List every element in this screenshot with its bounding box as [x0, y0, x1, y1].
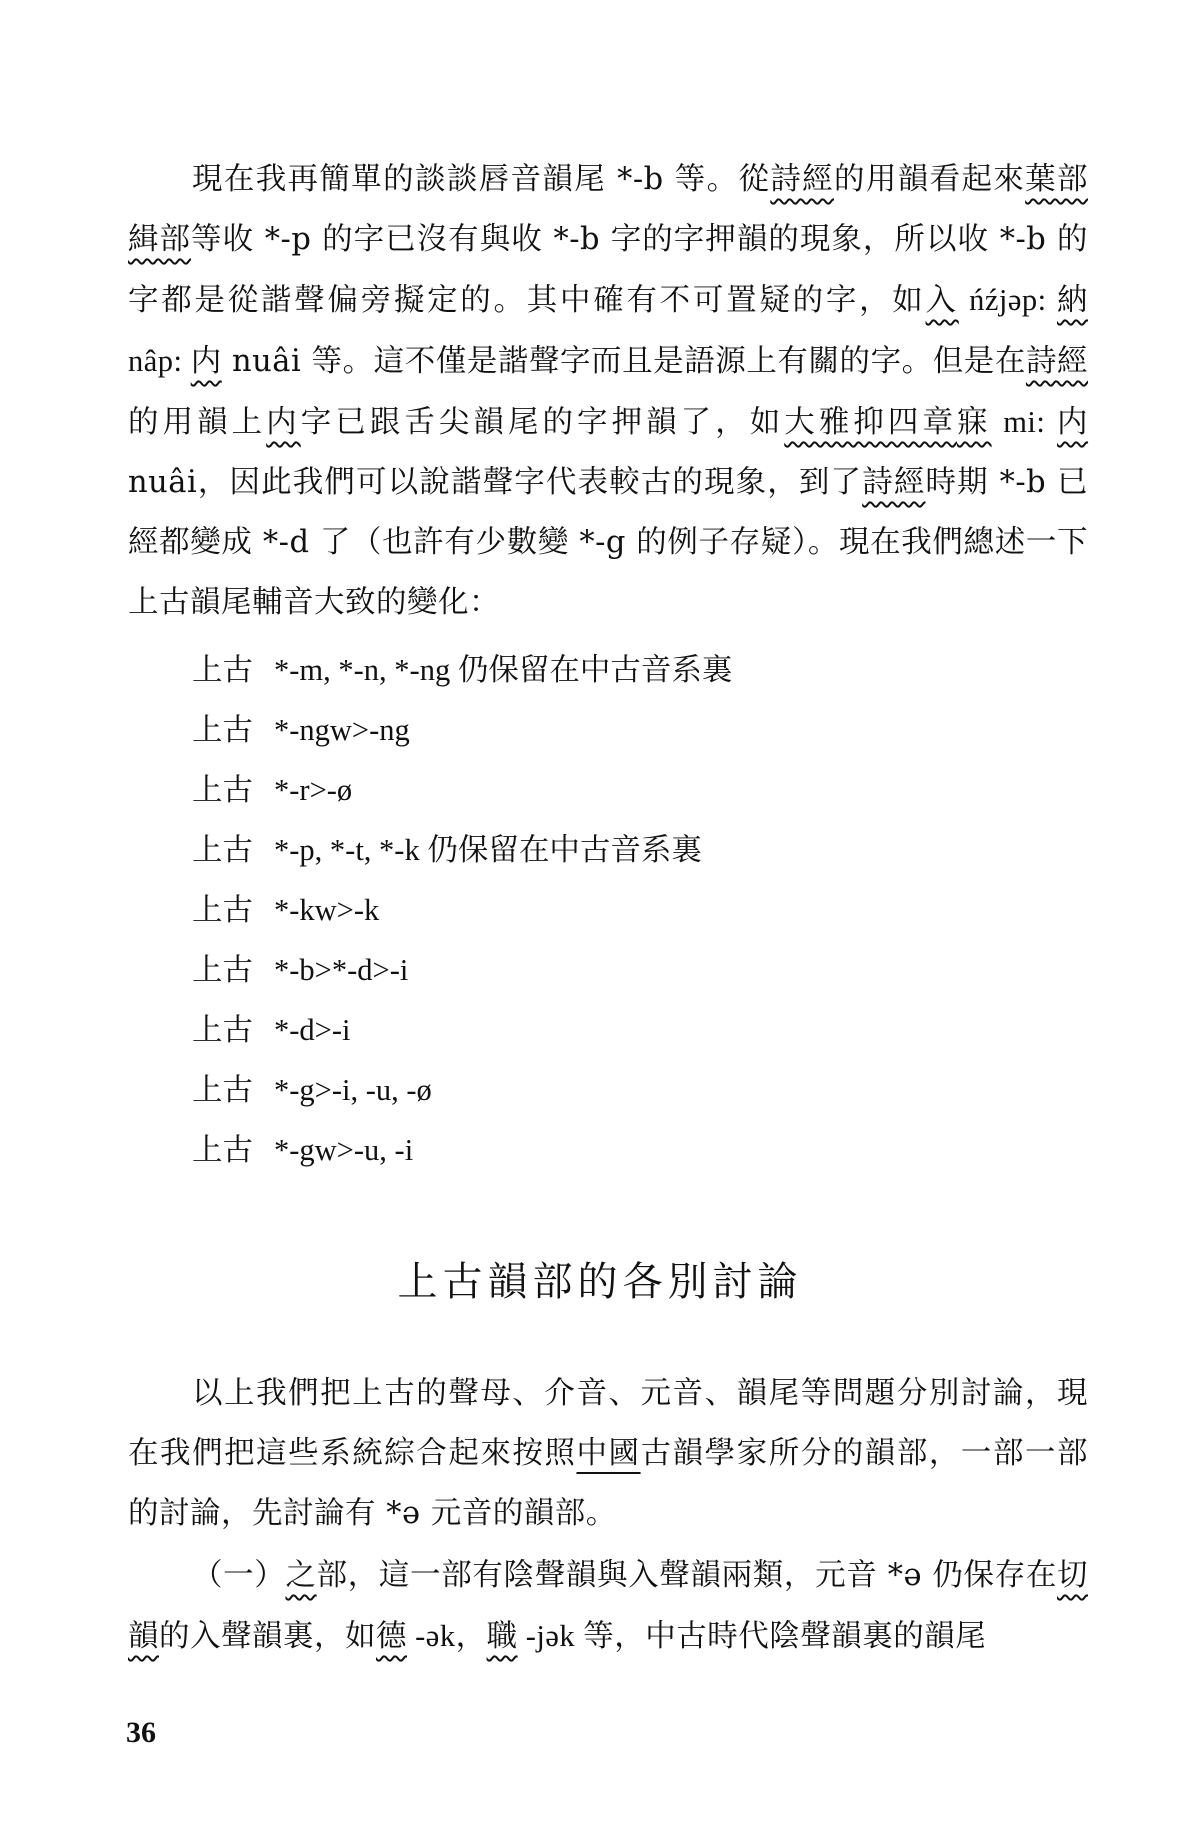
- reconstruction: -ək，: [407, 1619, 487, 1653]
- text: 的用韻看起來: [834, 162, 1026, 197]
- rule: *-r>-ø: [274, 773, 353, 807]
- list-item: [192, 940, 1072, 1000]
- example-char-nei: 内: [266, 405, 301, 440]
- reconstruction: mi:: [991, 405, 1058, 439]
- poem-reference: 大雅抑四章: [784, 405, 957, 440]
- text: 部，這一部有陰聲韻與入聲韻兩類，元音 *ə 仍保存在: [316, 1558, 1057, 1593]
- book-title-shijing: 詩經: [1025, 344, 1088, 379]
- text: 現在我再簡單的談談唇音韻尾 *-b 等。從: [192, 162, 771, 197]
- book-title-qieyun: 切韻: [128, 1558, 1088, 1654]
- reconstruction: ńźjəp:: [958, 283, 1057, 317]
- rule: *-m, *-n, *-ng 仍保留在中古音系裏: [274, 653, 733, 687]
- text: 時期 *-b 已經都變成 *-d 了（也許有少數變 *-g 的例子存疑）。現在我們總述一下上古韻尾輔音大致的變化：: [128, 465, 1088, 620]
- label: 上古: [192, 953, 253, 988]
- text: 的用韻上: [128, 405, 267, 440]
- page-number: 36: [126, 1716, 156, 1749]
- text: nuâi，因此我們可以說諧聲字代表較古的現象，到了: [128, 465, 863, 500]
- text: 的入聲韻裏，如: [159, 1619, 376, 1654]
- text: 以上我們把上古的聲母、介音、元音、韻尾等問題分別討論，現在我們把這些系統綜合起來按照: [128, 1376, 1088, 1471]
- paragraph-zhi-group: [128, 1546, 1088, 1667]
- list-item: [192, 700, 1072, 760]
- example-char-na: 納: [1057, 283, 1088, 318]
- list-item: [192, 880, 1072, 940]
- text: 古韻學家所分的韻部，一部一部的討論，先討論有 *ə 元音的韻部。: [128, 1436, 1089, 1531]
- place-name-china: 中國: [576, 1436, 641, 1471]
- example-char-ru: 入: [925, 283, 959, 318]
- rule: *-kw>-k: [274, 893, 380, 927]
- label: 上古: [192, 773, 253, 808]
- paragraph-intro: [128, 1364, 1088, 1544]
- example-char-zhi: 職: [486, 1619, 518, 1654]
- coda-change-list: [192, 640, 1072, 1180]
- label: 上古: [192, 893, 253, 928]
- label: 上古: [192, 1073, 253, 1108]
- section-heading: 上古韻部的各別討論: [397, 1259, 803, 1305]
- text: nuâi 等。這不僅是諧聲字而且是語源上有關的字。但是在: [221, 344, 1026, 379]
- rule: *-gw>-u, -i: [274, 1133, 414, 1167]
- list-item: [192, 1120, 1072, 1180]
- list-item: [192, 1000, 1072, 1060]
- rhyme-group-zhi: 之: [285, 1558, 317, 1593]
- rhyme-group-ye: 葉部: [1025, 162, 1089, 197]
- label: 上古: [192, 833, 253, 868]
- rule: *-g>-i, -u, -ø: [274, 1073, 432, 1107]
- example-char-nei: 内: [1057, 405, 1089, 440]
- text: 等收 *-p 的字已沒有與收 *-b 字的字押韻的現象，所以收 *-b 的字都是從諧聲偏旁擬定的。其中確有不可置疑的字，如: [128, 222, 1088, 318]
- label: 上古: [192, 713, 253, 748]
- example-char-nei: 内: [190, 344, 222, 379]
- rhyme-group-qi: 緝部: [128, 222, 192, 257]
- text: 字已跟舌尖韻尾的字押韻了，如: [300, 405, 785, 440]
- example-char-mei: 寐: [956, 405, 992, 440]
- list-item: [192, 1060, 1072, 1120]
- rule: *-b>*-d>-i: [274, 953, 409, 987]
- rule: *-d>-i: [274, 1013, 351, 1047]
- label: 上古: [192, 1013, 253, 1048]
- text: （一）: [192, 1558, 286, 1593]
- book-title-shijing: 詩經: [862, 465, 926, 500]
- example-char-de: 德: [376, 1619, 407, 1654]
- list-item: [192, 760, 1072, 820]
- label: 上古: [192, 1133, 253, 1168]
- rule: *-ngw>-ng: [274, 713, 410, 747]
- rule: *-p, *-t, *-k 仍保留在中古音系裏: [274, 833, 702, 867]
- label: 上古: [192, 653, 253, 688]
- paragraph-labial-codas: [128, 150, 1088, 633]
- reconstruction: nâp:: [128, 344, 191, 378]
- list-item: [192, 820, 1072, 880]
- reconstruction: -jək 等，中古時代陰聲韻裏的韻尾: [517, 1619, 987, 1653]
- list-item: [192, 640, 1072, 700]
- book-title-shijing: 詩經: [770, 162, 835, 197]
